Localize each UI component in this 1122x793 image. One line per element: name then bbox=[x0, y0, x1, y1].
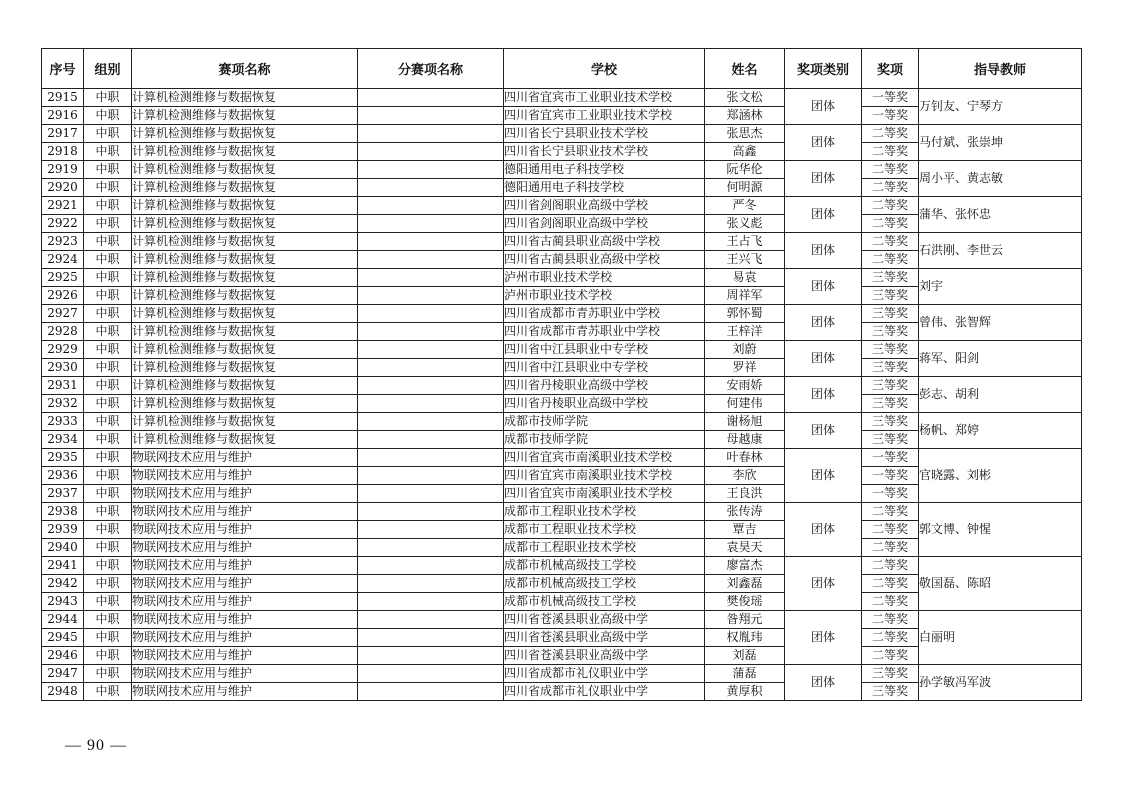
cell-award: 一等奖 bbox=[862, 107, 919, 125]
cell-sub-event bbox=[358, 629, 504, 647]
cell-name: 权胤玮 bbox=[705, 629, 785, 647]
cell-seq: 2928 bbox=[42, 323, 84, 341]
cell-group: 中职 bbox=[84, 341, 132, 359]
cell-group: 中职 bbox=[84, 683, 132, 701]
cell-school: 四川省古蔺县职业高级中学校 bbox=[504, 251, 705, 269]
cell-name: 郭怀蜀 bbox=[705, 305, 785, 323]
cell-name: 何建伟 bbox=[705, 395, 785, 413]
cell-seq: 2948 bbox=[42, 683, 84, 701]
cell-name: 易袁 bbox=[705, 269, 785, 287]
table-row bbox=[42, 89, 1082, 107]
cell-category: 团体 bbox=[785, 449, 862, 503]
cell-group: 中职 bbox=[84, 197, 132, 215]
cell-name: 周祥军 bbox=[705, 287, 785, 305]
cell-event: 计算机检测维修与数据恢复 bbox=[132, 341, 358, 359]
cell-school: 四川省成都市礼仪职业中学 bbox=[504, 683, 705, 701]
cell-group: 中职 bbox=[84, 143, 132, 161]
cell-event: 计算机检测维修与数据恢复 bbox=[132, 197, 358, 215]
cell-group: 中职 bbox=[84, 323, 132, 341]
cell-school: 四川省宜宾市南溪职业技术学校 bbox=[504, 449, 705, 467]
cell-school: 四川省苍溪县职业高级中学 bbox=[504, 647, 705, 665]
cell-sub-event bbox=[358, 647, 504, 665]
cell-award: 二等奖 bbox=[862, 557, 919, 575]
cell-sub-event bbox=[358, 683, 504, 701]
cell-teacher: 蒋军、阳剑 bbox=[919, 341, 1082, 377]
cell-event: 物联网技术应用与维护 bbox=[132, 575, 358, 593]
header-category: 奖项类别 bbox=[785, 49, 862, 89]
cell-name: 母越康 bbox=[705, 431, 785, 449]
cell-sub-event bbox=[358, 377, 504, 395]
cell-teacher: 杨帆、郑婷 bbox=[919, 413, 1082, 449]
cell-school: 泸州市职业技术学校 bbox=[504, 269, 705, 287]
cell-name: 张文松 bbox=[705, 89, 785, 107]
cell-sub-event bbox=[358, 143, 504, 161]
cell-name: 安雨娇 bbox=[705, 377, 785, 395]
cell-sub-event bbox=[358, 251, 504, 269]
cell-sub-event bbox=[358, 485, 504, 503]
cell-event: 计算机检测维修与数据恢复 bbox=[132, 323, 358, 341]
cell-event: 计算机检测维修与数据恢复 bbox=[132, 233, 358, 251]
cell-group: 中职 bbox=[84, 395, 132, 413]
cell-event: 物联网技术应用与维护 bbox=[132, 521, 358, 539]
cell-sub-event bbox=[358, 197, 504, 215]
cell-award: 二等奖 bbox=[862, 629, 919, 647]
cell-seq: 2925 bbox=[42, 269, 84, 287]
cell-seq: 2918 bbox=[42, 143, 84, 161]
cell-event: 计算机检测维修与数据恢复 bbox=[132, 359, 358, 377]
cell-award: 三等奖 bbox=[862, 359, 919, 377]
table-row bbox=[42, 125, 1082, 143]
cell-seq: 2932 bbox=[42, 395, 84, 413]
cell-group: 中职 bbox=[84, 449, 132, 467]
cell-name: 樊俊瑶 bbox=[705, 593, 785, 611]
cell-group: 中职 bbox=[84, 377, 132, 395]
cell-name: 王占飞 bbox=[705, 233, 785, 251]
header-sub-event: 分赛项名称 bbox=[358, 49, 504, 89]
cell-event: 物联网技术应用与维护 bbox=[132, 449, 358, 467]
cell-category: 团体 bbox=[785, 125, 862, 161]
cell-category: 团体 bbox=[785, 557, 862, 611]
cell-name: 王良洪 bbox=[705, 485, 785, 503]
cell-group: 中职 bbox=[84, 467, 132, 485]
cell-event: 计算机检测维修与数据恢复 bbox=[132, 395, 358, 413]
cell-teacher: 周小平、黄志敏 bbox=[919, 161, 1082, 197]
cell-teacher: 蒲华、张怀忠 bbox=[919, 197, 1082, 233]
cell-award: 一等奖 bbox=[862, 467, 919, 485]
cell-name: 高鑫 bbox=[705, 143, 785, 161]
cell-seq: 2921 bbox=[42, 197, 84, 215]
cell-seq: 2937 bbox=[42, 485, 84, 503]
cell-school: 成都市技师学院 bbox=[504, 413, 705, 431]
cell-name: 黄厚积 bbox=[705, 683, 785, 701]
cell-school: 成都市工程职业技术学校 bbox=[504, 539, 705, 557]
cell-award: 一等奖 bbox=[862, 485, 919, 503]
cell-award: 二等奖 bbox=[862, 215, 919, 233]
cell-event: 物联网技术应用与维护 bbox=[132, 593, 358, 611]
cell-event: 计算机检测维修与数据恢复 bbox=[132, 269, 358, 287]
cell-event: 物联网技术应用与维护 bbox=[132, 611, 358, 629]
cell-school: 四川省剑阁职业高级中学校 bbox=[504, 215, 705, 233]
cell-sub-event bbox=[358, 431, 504, 449]
cell-school: 四川省宜宾市南溪职业技术学校 bbox=[504, 467, 705, 485]
cell-seq: 2933 bbox=[42, 413, 84, 431]
cell-teacher: 敬国磊、陈昭 bbox=[919, 557, 1082, 611]
cell-school: 四川省古蔺县职业高级中学校 bbox=[504, 233, 705, 251]
cell-group: 中职 bbox=[84, 575, 132, 593]
cell-group: 中职 bbox=[84, 557, 132, 575]
cell-school: 四川省长宁县职业技术学校 bbox=[504, 125, 705, 143]
cell-name: 昝翔元 bbox=[705, 611, 785, 629]
cell-seq: 2941 bbox=[42, 557, 84, 575]
cell-school: 成都市机械高级技工学校 bbox=[504, 575, 705, 593]
cell-seq: 2942 bbox=[42, 575, 84, 593]
cell-group: 中职 bbox=[84, 539, 132, 557]
cell-name: 叶春林 bbox=[705, 449, 785, 467]
cell-name: 廖富杰 bbox=[705, 557, 785, 575]
cell-group: 中职 bbox=[84, 431, 132, 449]
cell-event: 计算机检测维修与数据恢复 bbox=[132, 107, 358, 125]
award-table bbox=[41, 48, 1082, 701]
cell-seq: 2915 bbox=[42, 89, 84, 107]
cell-seq: 2947 bbox=[42, 665, 84, 683]
cell-sub-event bbox=[358, 395, 504, 413]
cell-award: 三等奖 bbox=[862, 287, 919, 305]
cell-seq: 2916 bbox=[42, 107, 84, 125]
cell-seq: 2929 bbox=[42, 341, 84, 359]
cell-name: 刘蔚 bbox=[705, 341, 785, 359]
cell-school: 成都市工程职业技术学校 bbox=[504, 503, 705, 521]
cell-name: 何明源 bbox=[705, 179, 785, 197]
cell-event: 物联网技术应用与维护 bbox=[132, 665, 358, 683]
cell-school: 泸州市职业技术学校 bbox=[504, 287, 705, 305]
cell-group: 中职 bbox=[84, 647, 132, 665]
cell-school: 四川省宜宾市南溪职业技术学校 bbox=[504, 485, 705, 503]
cell-seq: 2935 bbox=[42, 449, 84, 467]
cell-school: 四川省剑阁职业高级中学校 bbox=[504, 197, 705, 215]
cell-name: 张义彪 bbox=[705, 215, 785, 233]
cell-sub-event bbox=[358, 125, 504, 143]
cell-school: 四川省中江县职业中专学校 bbox=[504, 359, 705, 377]
table-row bbox=[42, 503, 1082, 521]
cell-event: 计算机检测维修与数据恢复 bbox=[132, 251, 358, 269]
cell-sub-event bbox=[358, 359, 504, 377]
cell-award: 二等奖 bbox=[862, 593, 919, 611]
cell-category: 团体 bbox=[785, 665, 862, 701]
cell-award: 三等奖 bbox=[862, 413, 919, 431]
cell-award: 二等奖 bbox=[862, 575, 919, 593]
cell-event: 物联网技术应用与维护 bbox=[132, 485, 358, 503]
cell-event: 物联网技术应用与维护 bbox=[132, 629, 358, 647]
cell-seq: 2945 bbox=[42, 629, 84, 647]
cell-group: 中职 bbox=[84, 161, 132, 179]
cell-event: 物联网技术应用与维护 bbox=[132, 539, 358, 557]
cell-seq: 2943 bbox=[42, 593, 84, 611]
cell-sub-event bbox=[358, 521, 504, 539]
cell-category: 团体 bbox=[785, 341, 862, 377]
table-body bbox=[42, 89, 1082, 701]
cell-group: 中职 bbox=[84, 179, 132, 197]
cell-name: 刘鑫磊 bbox=[705, 575, 785, 593]
cell-name: 覃吉 bbox=[705, 521, 785, 539]
cell-category: 团体 bbox=[785, 197, 862, 233]
cell-event: 计算机检测维修与数据恢复 bbox=[132, 287, 358, 305]
cell-teacher: 白丽明 bbox=[919, 611, 1082, 665]
cell-teacher: 官晓露、刘彬 bbox=[919, 449, 1082, 503]
cell-school: 成都市机械高级技工学校 bbox=[504, 557, 705, 575]
cell-seq: 2917 bbox=[42, 125, 84, 143]
cell-event: 物联网技术应用与维护 bbox=[132, 683, 358, 701]
cell-sub-event bbox=[358, 503, 504, 521]
cell-award: 三等奖 bbox=[862, 683, 919, 701]
cell-event: 计算机检测维修与数据恢复 bbox=[132, 413, 358, 431]
cell-sub-event bbox=[358, 341, 504, 359]
cell-sub-event bbox=[358, 539, 504, 557]
cell-award: 三等奖 bbox=[862, 395, 919, 413]
cell-school: 成都市工程职业技术学校 bbox=[504, 521, 705, 539]
cell-sub-event bbox=[358, 107, 504, 125]
cell-award: 三等奖 bbox=[862, 341, 919, 359]
cell-name: 阮华伦 bbox=[705, 161, 785, 179]
table-row bbox=[42, 449, 1082, 467]
cell-group: 中职 bbox=[84, 521, 132, 539]
cell-teacher: 彭志、胡利 bbox=[919, 377, 1082, 413]
cell-group: 中职 bbox=[84, 215, 132, 233]
cell-sub-event bbox=[358, 161, 504, 179]
cell-teacher: 刘宇 bbox=[919, 269, 1082, 305]
cell-group: 中职 bbox=[84, 305, 132, 323]
cell-teacher: 石洪刚、李世云 bbox=[919, 233, 1082, 269]
cell-event: 计算机检测维修与数据恢复 bbox=[132, 179, 358, 197]
cell-award: 二等奖 bbox=[862, 161, 919, 179]
cell-seq: 2939 bbox=[42, 521, 84, 539]
table-row bbox=[42, 197, 1082, 215]
cell-category: 团体 bbox=[785, 377, 862, 413]
cell-award: 三等奖 bbox=[862, 431, 919, 449]
cell-award: 二等奖 bbox=[862, 233, 919, 251]
cell-category: 团体 bbox=[785, 611, 862, 665]
cell-teacher: 万钊友、宁琴方 bbox=[919, 89, 1082, 125]
cell-award: 二等奖 bbox=[862, 503, 919, 521]
cell-sub-event bbox=[358, 665, 504, 683]
cell-name: 谢杨旭 bbox=[705, 413, 785, 431]
cell-award: 二等奖 bbox=[862, 179, 919, 197]
cell-award: 三等奖 bbox=[862, 377, 919, 395]
cell-award: 二等奖 bbox=[862, 125, 919, 143]
header-group: 组别 bbox=[84, 49, 132, 89]
table-row bbox=[42, 665, 1082, 683]
cell-group: 中职 bbox=[84, 593, 132, 611]
table-row bbox=[42, 413, 1082, 431]
cell-name: 张思杰 bbox=[705, 125, 785, 143]
cell-name: 蒲磊 bbox=[705, 665, 785, 683]
cell-event: 计算机检测维修与数据恢复 bbox=[132, 125, 358, 143]
cell-seq: 2936 bbox=[42, 467, 84, 485]
cell-group: 中职 bbox=[84, 269, 132, 287]
cell-award: 一等奖 bbox=[862, 449, 919, 467]
header-school: 学校 bbox=[504, 49, 705, 89]
cell-sub-event bbox=[358, 179, 504, 197]
cell-group: 中职 bbox=[84, 233, 132, 251]
cell-event: 物联网技术应用与维护 bbox=[132, 557, 358, 575]
cell-seq: 2946 bbox=[42, 647, 84, 665]
cell-category: 团体 bbox=[785, 269, 862, 305]
cell-sub-event bbox=[358, 413, 504, 431]
header-name: 姓名 bbox=[705, 49, 785, 89]
cell-name: 郑涵林 bbox=[705, 107, 785, 125]
cell-school: 四川省丹棱职业高级中学校 bbox=[504, 395, 705, 413]
cell-award: 二等奖 bbox=[862, 647, 919, 665]
cell-name: 罗祥 bbox=[705, 359, 785, 377]
cell-category: 团体 bbox=[785, 413, 862, 449]
cell-group: 中职 bbox=[84, 359, 132, 377]
cell-school: 四川省宜宾市工业职业技术学校 bbox=[504, 107, 705, 125]
table-row bbox=[42, 161, 1082, 179]
cell-school: 四川省长宁县职业技术学校 bbox=[504, 143, 705, 161]
cell-group: 中职 bbox=[84, 485, 132, 503]
cell-group: 中职 bbox=[84, 665, 132, 683]
cell-group: 中职 bbox=[84, 629, 132, 647]
cell-seq: 2931 bbox=[42, 377, 84, 395]
table-header-row bbox=[42, 49, 1082, 89]
cell-school: 四川省中江县职业中专学校 bbox=[504, 341, 705, 359]
cell-name: 严冬 bbox=[705, 197, 785, 215]
header-award: 奖项 bbox=[862, 49, 919, 89]
cell-teacher: 孙学敏冯军波 bbox=[919, 665, 1082, 701]
cell-category: 团体 bbox=[785, 305, 862, 341]
cell-sub-event bbox=[358, 269, 504, 287]
cell-event: 计算机检测维修与数据恢复 bbox=[132, 305, 358, 323]
cell-sub-event bbox=[358, 449, 504, 467]
cell-name: 王兴飞 bbox=[705, 251, 785, 269]
cell-school: 四川省宜宾市工业职业技术学校 bbox=[504, 89, 705, 107]
cell-teacher: 马付斌、张崇坤 bbox=[919, 125, 1082, 161]
table-row bbox=[42, 305, 1082, 323]
cell-school: 四川省成都市礼仪职业中学 bbox=[504, 665, 705, 683]
cell-seq: 2920 bbox=[42, 179, 84, 197]
cell-category: 团体 bbox=[785, 161, 862, 197]
cell-group: 中职 bbox=[84, 611, 132, 629]
cell-award: 三等奖 bbox=[862, 665, 919, 683]
cell-seq: 2930 bbox=[42, 359, 84, 377]
page-number: — 90 — bbox=[65, 737, 127, 754]
cell-school: 德阳通用电子科技学校 bbox=[504, 179, 705, 197]
cell-seq: 2919 bbox=[42, 161, 84, 179]
cell-group: 中职 bbox=[84, 89, 132, 107]
header-teacher: 指导教师 bbox=[919, 49, 1082, 89]
cell-group: 中职 bbox=[84, 503, 132, 521]
cell-school: 成都市机械高级技工学校 bbox=[504, 593, 705, 611]
cell-award: 二等奖 bbox=[862, 251, 919, 269]
cell-category: 团体 bbox=[785, 503, 862, 557]
cell-seq: 2922 bbox=[42, 215, 84, 233]
cell-group: 中职 bbox=[84, 251, 132, 269]
cell-category: 团体 bbox=[785, 233, 862, 269]
cell-school: 四川省成都市青苏职业中学校 bbox=[504, 305, 705, 323]
cell-group: 中职 bbox=[84, 107, 132, 125]
cell-event: 计算机检测维修与数据恢复 bbox=[132, 215, 358, 233]
cell-event: 物联网技术应用与维护 bbox=[132, 467, 358, 485]
cell-award: 二等奖 bbox=[862, 521, 919, 539]
cell-seq: 2944 bbox=[42, 611, 84, 629]
cell-name: 袁昊天 bbox=[705, 539, 785, 557]
cell-sub-event bbox=[358, 611, 504, 629]
cell-school: 四川省成都市青苏职业中学校 bbox=[504, 323, 705, 341]
cell-award: 二等奖 bbox=[862, 611, 919, 629]
cell-award: 一等奖 bbox=[862, 89, 919, 107]
cell-award: 二等奖 bbox=[862, 539, 919, 557]
cell-sub-event bbox=[358, 557, 504, 575]
cell-award: 三等奖 bbox=[862, 269, 919, 287]
cell-teacher: 曾伟、张智辉 bbox=[919, 305, 1082, 341]
table-row bbox=[42, 341, 1082, 359]
cell-event: 计算机检测维修与数据恢复 bbox=[132, 161, 358, 179]
cell-seq: 2926 bbox=[42, 287, 84, 305]
cell-event: 物联网技术应用与维护 bbox=[132, 647, 358, 665]
cell-group: 中职 bbox=[84, 287, 132, 305]
cell-school: 四川省苍溪县职业高级中学 bbox=[504, 611, 705, 629]
cell-group: 中职 bbox=[84, 125, 132, 143]
cell-seq: 2940 bbox=[42, 539, 84, 557]
cell-sub-event bbox=[358, 233, 504, 251]
header-event: 赛项名称 bbox=[132, 49, 358, 89]
award-table-container bbox=[41, 48, 1082, 701]
cell-sub-event bbox=[358, 575, 504, 593]
cell-event: 计算机检测维修与数据恢复 bbox=[132, 143, 358, 161]
cell-school: 德阳通用电子科技学校 bbox=[504, 161, 705, 179]
cell-event: 物联网技术应用与维护 bbox=[132, 503, 358, 521]
table-row bbox=[42, 557, 1082, 575]
cell-school: 四川省苍溪县职业高级中学 bbox=[504, 629, 705, 647]
cell-sub-event bbox=[358, 593, 504, 611]
table-row bbox=[42, 269, 1082, 287]
cell-school: 四川省丹棱职业高级中学校 bbox=[504, 377, 705, 395]
cell-seq: 2927 bbox=[42, 305, 84, 323]
cell-event: 计算机检测维修与数据恢复 bbox=[132, 89, 358, 107]
cell-event: 计算机检测维修与数据恢复 bbox=[132, 431, 358, 449]
table-row bbox=[42, 377, 1082, 395]
cell-award: 二等奖 bbox=[862, 143, 919, 161]
cell-sub-event bbox=[358, 215, 504, 233]
cell-sub-event bbox=[358, 305, 504, 323]
cell-seq: 2938 bbox=[42, 503, 84, 521]
cell-name: 李欣 bbox=[705, 467, 785, 485]
cell-name: 王梓洋 bbox=[705, 323, 785, 341]
cell-sub-event bbox=[358, 287, 504, 305]
cell-name: 张传涛 bbox=[705, 503, 785, 521]
cell-teacher: 郭文博、钟惺 bbox=[919, 503, 1082, 557]
cell-seq: 2923 bbox=[42, 233, 84, 251]
cell-category: 团体 bbox=[785, 89, 862, 125]
cell-sub-event bbox=[358, 467, 504, 485]
cell-sub-event bbox=[358, 89, 504, 107]
cell-sub-event bbox=[358, 323, 504, 341]
cell-school: 成都市技师学院 bbox=[504, 431, 705, 449]
cell-seq: 2934 bbox=[42, 431, 84, 449]
header-seq: 序号 bbox=[42, 49, 84, 89]
cell-award: 二等奖 bbox=[862, 197, 919, 215]
cell-name: 刘磊 bbox=[705, 647, 785, 665]
cell-group: 中职 bbox=[84, 413, 132, 431]
table-row bbox=[42, 611, 1082, 629]
cell-award: 三等奖 bbox=[862, 305, 919, 323]
cell-event: 计算机检测维修与数据恢复 bbox=[132, 377, 358, 395]
cell-award: 三等奖 bbox=[862, 323, 919, 341]
table-row bbox=[42, 233, 1082, 251]
cell-seq: 2924 bbox=[42, 251, 84, 269]
